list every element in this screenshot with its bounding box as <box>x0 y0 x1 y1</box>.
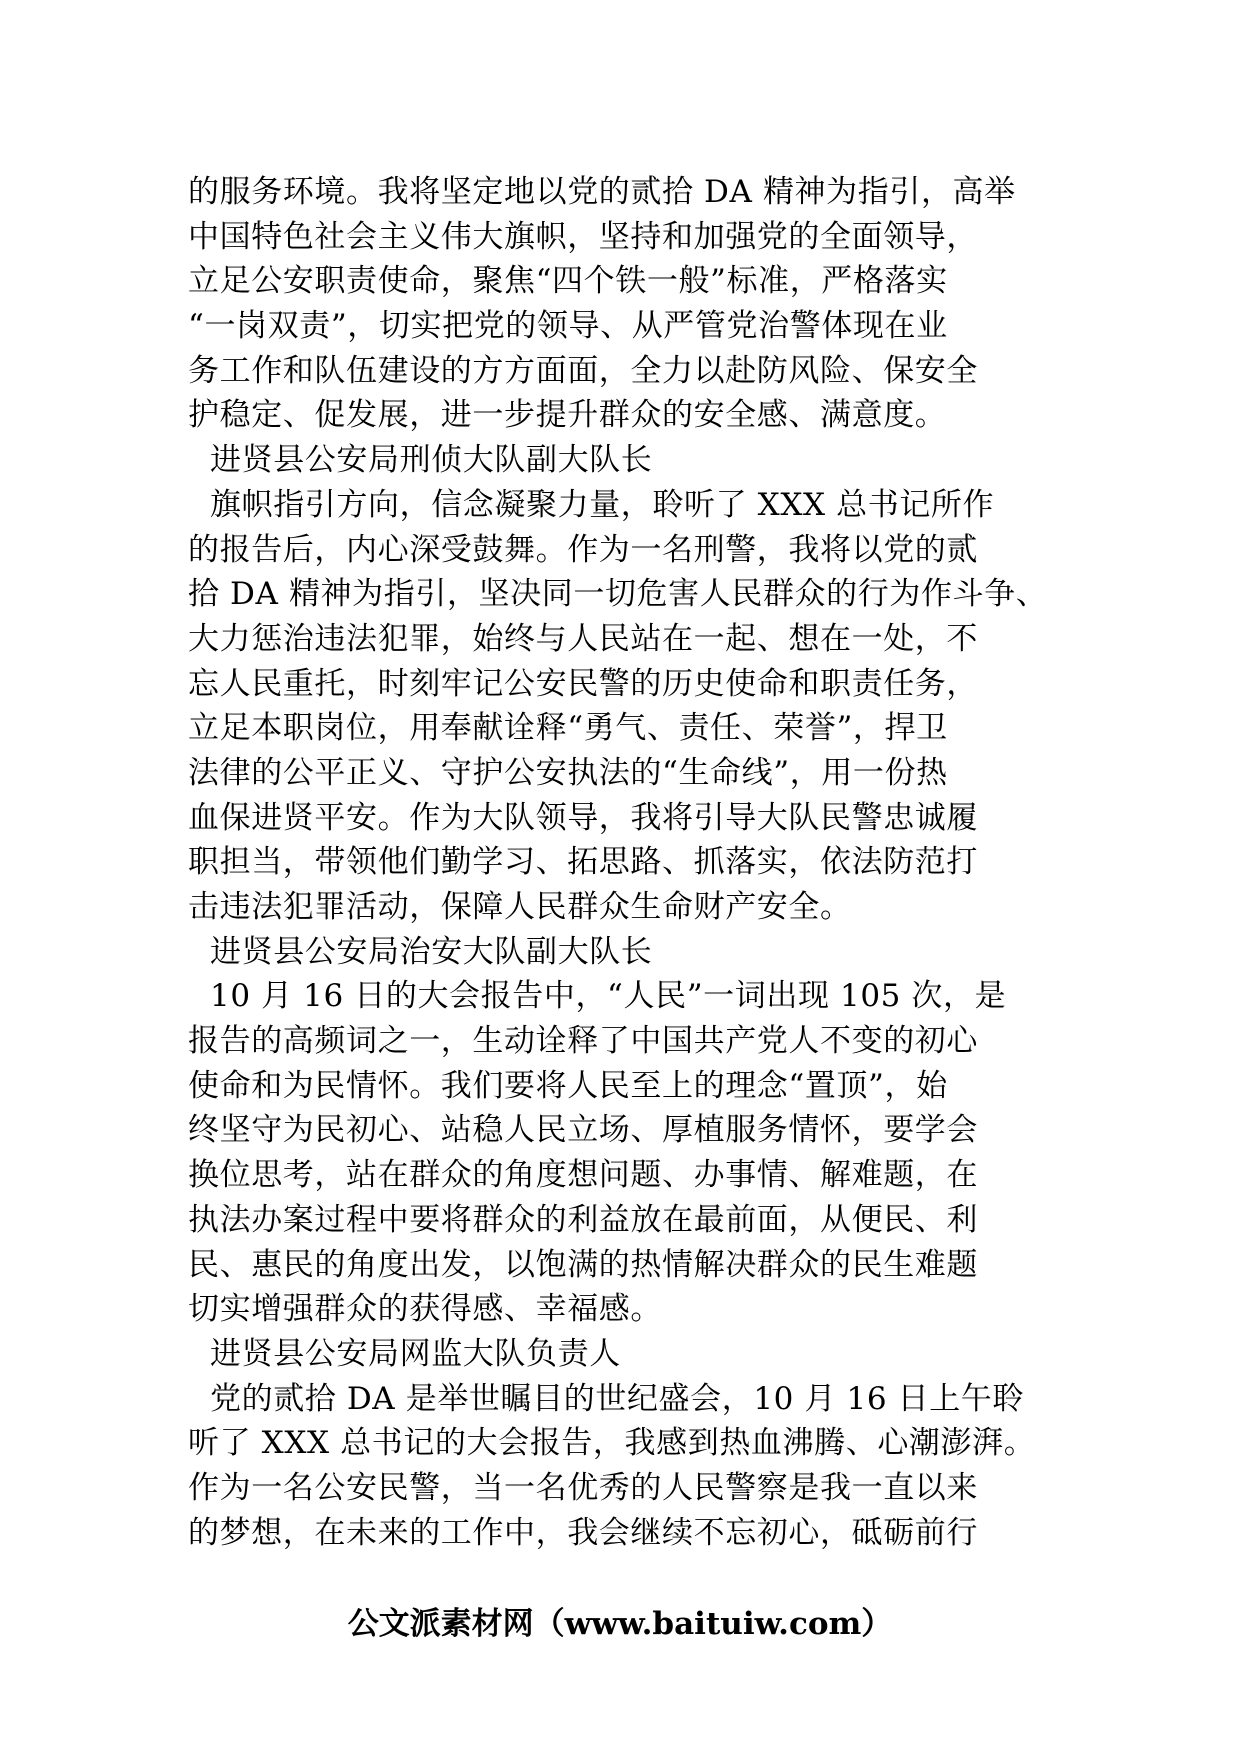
text-line: 职担当，带领他们勤学习、拓思路、抓落实，依法防范打 <box>188 844 978 881</box>
text-line: 立足公安职责使命，聚焦“四个铁一般”标准，严格落实 <box>188 263 948 300</box>
text-line: “一岗双责”，切实把党的领导、从严管党治警体现在业 <box>188 308 948 345</box>
text-line: 换位思考，站在群众的角度想问题、办事情、解难题，在 <box>188 1157 978 1194</box>
text-line: 党的贰拾 DA 是举世瞩目的世纪盛会，10 月 16 日上午聆 <box>210 1380 1025 1417</box>
text-line: 民、惠民的角度出发，以饱满的热情解决群众的民生难题 <box>188 1246 978 1283</box>
text-line: 拾 DA 精神为指引，坚决同一切危害人民群众的行为作斗争、 <box>188 576 1048 613</box>
text-line: 护稳定、促发展，进一步提升群众的安全感、满意度。 <box>188 397 947 434</box>
text-line: 旗帜指引方向，信念凝聚力量，聆听了 XXX 总书记所作 <box>210 486 995 523</box>
text-line: 10 月 16 日的大会报告中，“人民”一词出现 105 次，是 <box>210 978 1007 1015</box>
text-line: 法律的公平正义、守护公安执法的“生命线”，用一份热 <box>188 754 948 791</box>
text-line: 作为一名公安民警，当一名优秀的人民警察是我一直以来 <box>188 1469 978 1506</box>
text-line: 使命和为民情怀。我们要将人民至上的理念“置顶”，始 <box>188 1067 948 1104</box>
text-line: 执法办案过程中要将群众的利益放在最前面，从便民、利 <box>188 1201 978 1238</box>
text-line: 血保进贤平安。作为大队领导，我将引导大队民警忠诚履 <box>188 799 978 836</box>
text-line: 击违法犯罪活动，保障人民群众生命财产安全。 <box>188 889 852 925</box>
footer-watermark: 公文派素材网（www.baituiw.com） <box>347 1606 893 1642</box>
text-line: 终坚守为民初心、站稳人民立场、厚植服务情怀，要学会 <box>188 1112 978 1149</box>
text-line: 务工作和队伍建设的方方面面，全力以赴防风险、保安全 <box>188 352 978 389</box>
text-line: 大力惩治违法犯罪，始终与人民站在一起、想在一处，不 <box>188 620 978 657</box>
text-line: 的报告后，内心深受鼓舞。作为一名刑警，我将以党的贰 <box>188 531 978 568</box>
text-line: 的服务环境。我将坚定地以党的贰拾 DA 精神为指引，高举 <box>188 174 1016 210</box>
section-heading: 进贤县公安局刑侦大队副大队长 <box>210 442 653 479</box>
text-line: 报告的高频词之一，生动诠释了中国共产党人不变的初心 <box>188 1023 978 1060</box>
text-line: 的梦想，在未来的工作中，我会继续不忘初心，砥砺前行 <box>188 1514 978 1551</box>
section-heading: 进贤县公安局治安大队副大队长 <box>210 933 653 970</box>
section-heading: 进贤县公安局网监大队负责人 <box>210 1335 621 1372</box>
text-line: 忘人民重托，时刻牢记公安民警的历史使命和职责任务， <box>188 665 978 702</box>
text-line: 切实增强群众的获得感、幸福感。 <box>188 1291 662 1328</box>
document-body <box>188 170 1058 1555</box>
text-line: 中国特色社会主义伟大旗帜，坚持和加强党的全面领导， <box>188 218 978 255</box>
text-line: 立足本职岗位，用奉献诠释“勇气、责任、荣誉”，捍卫 <box>188 710 948 747</box>
text-line: 听了 XXX 总书记的大会报告，我感到热血沸腾、心潮澎湃。 <box>188 1425 1036 1462</box>
